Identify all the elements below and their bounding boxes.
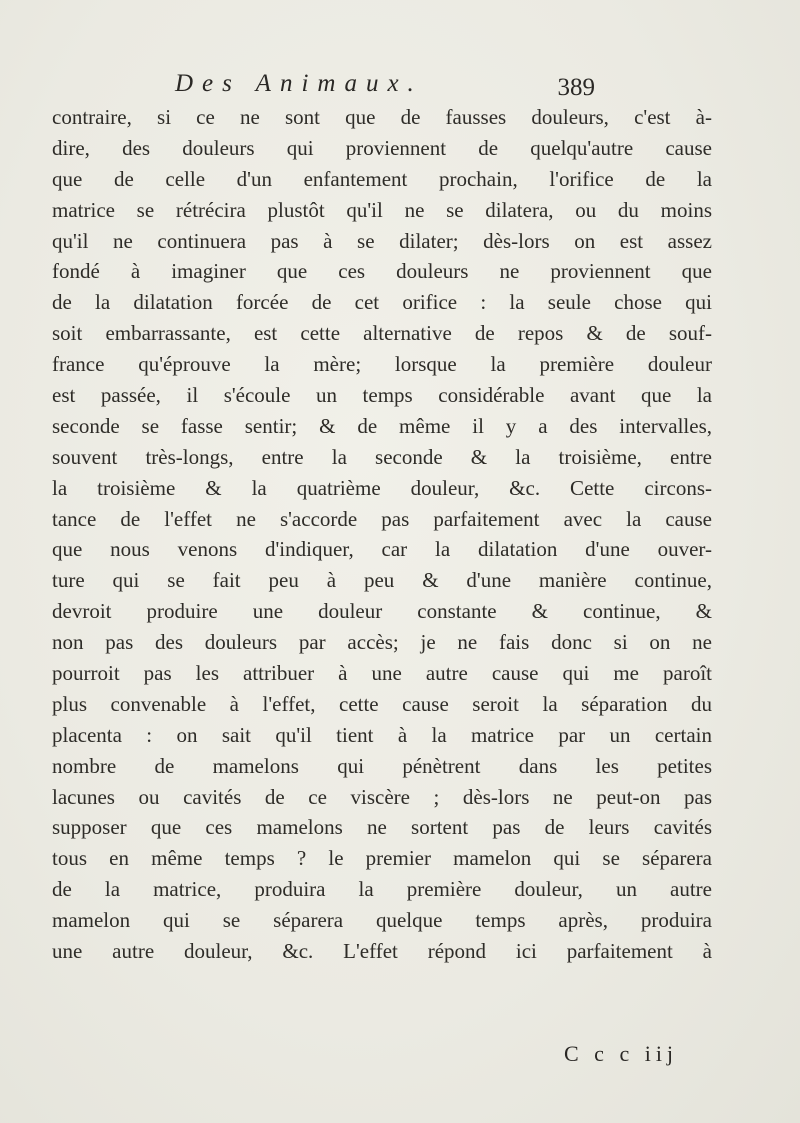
- text-line: lacunes ou cavités de ce viscère ; dès-lors ne peut-on pas: [52, 784, 712, 809]
- text-line: soit embarrassante, est cette alternative de repos & de souf-: [52, 321, 712, 346]
- body-text: [52, 102, 712, 967]
- page-number: 389: [557, 74, 595, 101]
- text-line: que nous venons d'indiquer, car la dilatation d'une ouver-: [52, 537, 712, 562]
- text-line: devroit produire une douleur constante & continue, &: [52, 599, 712, 624]
- running-head: [175, 70, 595, 102]
- text-line: que de celle d'un enfantement prochain, l'orifice de la: [52, 166, 712, 191]
- text-line: tous en même temps ? le premier mamelon qui se séparera: [52, 846, 712, 871]
- text-line: qu'il ne continuera pas à se dilater; dès-lors on est assez: [52, 228, 712, 253]
- text-line: dire, des douleurs qui proviennent de quelqu'autre cause: [52, 135, 712, 160]
- text-line: souvent très-longs, entre la seconde & la troisième, entre: [52, 444, 712, 469]
- text-line: nombre de mamelons qui pénètrent dans les petites: [52, 753, 712, 778]
- text-line: tance de l'effet ne s'accorde pas parfaitement avec la cause: [52, 506, 712, 531]
- text-line: france qu'éprouve la mère; lorsque la première douleur: [52, 352, 712, 377]
- text-line: contraire, si ce ne sont que de fausses douleurs, c'est à-: [52, 105, 712, 129]
- text-line: non pas des douleurs par accès; je ne fais donc si on ne: [52, 630, 712, 655]
- text-line: est passée, il s'écoule un temps considérable avant que la: [52, 383, 712, 408]
- text-line: seconde se fasse sentir; & de même il y a des intervalles,: [52, 413, 712, 438]
- text-line: la troisième & la quatrième douleur, &c. Cette circons-: [52, 475, 712, 500]
- text-line: de la dilatation forcée de cet orifice : la seule chose qui: [52, 290, 712, 315]
- text-line: pourroit pas les attribuer à une autre cause qui me paroît: [52, 661, 712, 686]
- text-line: plus convenable à l'effet, cette cause seroit la séparation du: [52, 691, 712, 716]
- text-line: ture qui se fait peu à peu & d'une manière continue,: [52, 568, 712, 593]
- signature-mark: C c c iij: [564, 1041, 679, 1066]
- text-line: matrice se rétrécira plustôt qu'il ne se dilatera, ou du moins: [52, 197, 712, 222]
- text-line: placenta : on sait qu'il tient à la matrice par un certain: [52, 722, 712, 747]
- text-line: une autre douleur, &c. L'effet répond ici parfaitement à: [52, 939, 712, 964]
- text-line: de la matrice, produira la première douleur, un autre: [52, 877, 712, 902]
- text-line: fondé à imaginer que ces douleurs ne proviennent que: [52, 259, 712, 284]
- running-title: Des Animaux.: [175, 70, 423, 97]
- text-line: supposer que ces mamelons ne sortent pas de leurs cavités: [52, 815, 712, 840]
- text-line: mamelon qui se séparera quelque temps après, produira: [52, 908, 712, 933]
